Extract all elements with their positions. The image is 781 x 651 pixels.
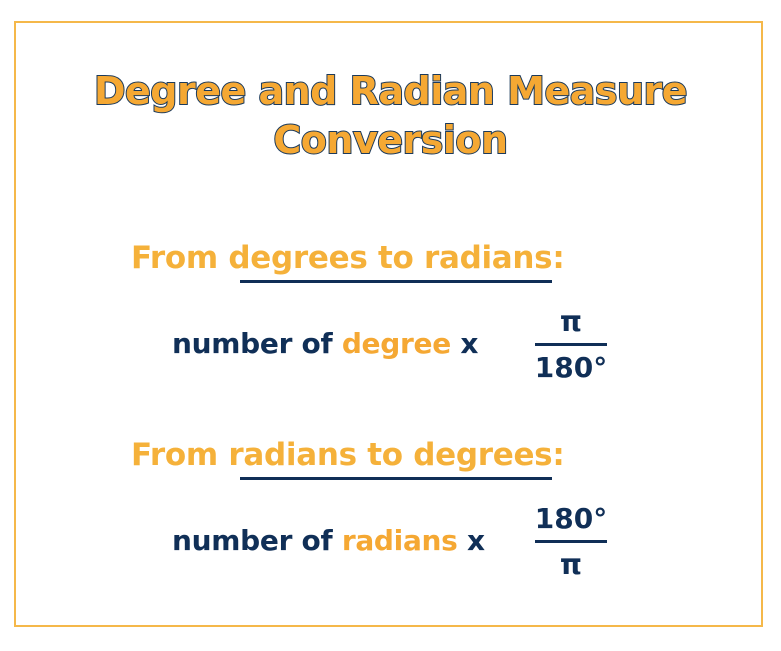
fraction-bar bbox=[535, 343, 607, 346]
fraction-numerator-180: 180° bbox=[534, 502, 608, 535]
formula-prefix: number of bbox=[172, 524, 342, 557]
heading-underline-1 bbox=[240, 280, 552, 283]
fraction-bar bbox=[535, 540, 607, 543]
fraction-denominator-pi: π bbox=[559, 548, 583, 581]
fraction-numerator-pi: π bbox=[559, 305, 583, 338]
heading-radians-to-degrees: From radians to degrees: bbox=[131, 437, 565, 473]
formula-highlight-degree: degree bbox=[341, 327, 451, 360]
multiply-operator: x bbox=[450, 327, 479, 360]
page-title-line-2: Conversion bbox=[273, 118, 508, 162]
fraction-denominator-180: 180° bbox=[534, 351, 608, 384]
formula-degrees-to-radians bbox=[172, 326, 478, 362]
heading-underline-2 bbox=[240, 477, 552, 480]
page-title-line-1: Degree and Radian Measure bbox=[93, 69, 688, 113]
formula-radians-to-degrees bbox=[172, 523, 485, 559]
formula-highlight-radians: radians bbox=[341, 524, 458, 557]
heading-degrees-to-radians: From degrees to radians: bbox=[131, 240, 565, 276]
formula-prefix: number of bbox=[172, 327, 342, 360]
multiply-operator: x bbox=[457, 524, 485, 557]
